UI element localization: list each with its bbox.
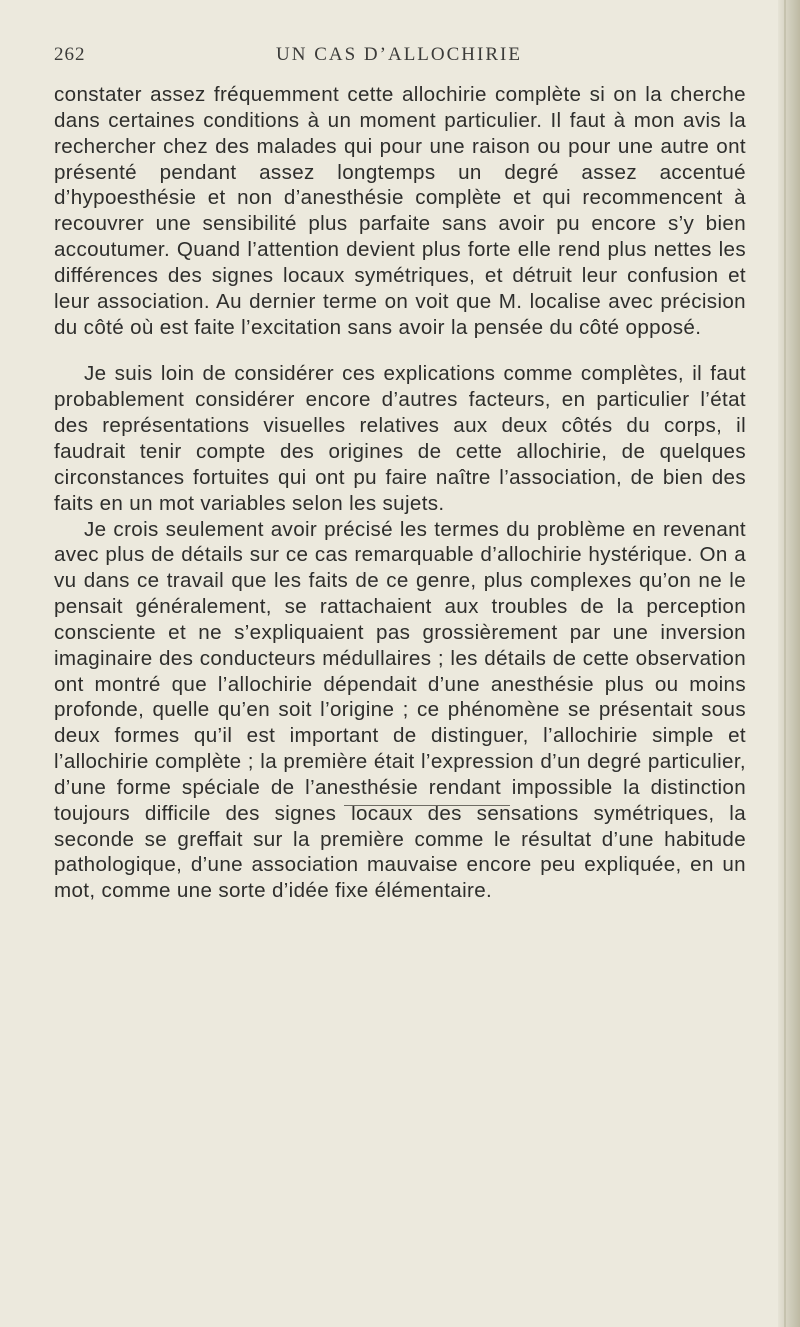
page-binding-edge bbox=[778, 0, 800, 1327]
page-header bbox=[54, 44, 744, 70]
paragraph-conclusion: Je crois seulement avoir précisé les termes du problème en revenant avec plus de détails sur ce cas remarquable d’allochirie hystérique. On a vu dans ce travail que les faits de ce genre, plus complexes qu’on ne le pensait généralement, se rattachaient aux troubles de la perception consciente et ne s’expliquaient pas grossièrement par une inversion imaginaire des conducteurs médullaires ; les détails de cette observation ont montré que l’allochirie dépendait d’une anesthésie plus ou moins profonde, quelle qu’en soit l’origine ; ce phénomène se présentait sous deux formes qu’il est important de distinguer, l’allochirie simple et l’allochirie complète ; la première était l’expression d’un degré particulier, d’une forme spéciale de l’anesthésie rendant impossible la distinction toujours difficile des signes locaux des sensations symétriques, la seconde se greffait sur la première comme le résultat d’une habitude pathologique, d’une association mauvaise encore peu expliquée, en un mot, comme une sorte d’idée fixe élémentaire. bbox=[54, 517, 746, 903]
running-title: UN CAS D’ALLOCHIRIE bbox=[276, 44, 522, 65]
paragraph: Je suis loin de considérer ces explications comme complètes, il faut probablement considérer encore d’autres facteurs, en particulier l’état des représentations visuelles relatives aux deux côtés du corps, il faudrait tenir compte des origines de cette allochirie, de quelques circonstances fortuites qui ont pu faire naître l’association, de bien des faits en un mot variables selon les sujets. bbox=[54, 362, 746, 515]
page-number: 262 bbox=[54, 44, 86, 65]
body-text bbox=[54, 82, 746, 904]
paragraph-continued: constater assez fréquemment cette allochirie complète si on la cherche dans certaines conditions à un moment particulier. Il faut à mon avis la rechercher chez des malades qui pour une raison ou pour une autre ont présenté pendant assez longtemps un degré assez accentué d’hypoesthésie et non d’anesthésie complète et qui recommencent à recouvrer une sensibilité plus parfaite sans avoir pu encore s’y bien accoutumer. Quand l’attention devient plus forte elle rend plus nettes les différences des signes locaux symétriques, et détruit leur confusion et leur association. Au dernier terme on voit que M. localise avec précision du côté où est faite l’excitation sans avoir la pensée du côté opposé. bbox=[54, 83, 746, 339]
page-edge-line bbox=[784, 0, 786, 1327]
end-rule-divider bbox=[344, 805, 510, 806]
paragraph-spacer bbox=[54, 340, 746, 361]
